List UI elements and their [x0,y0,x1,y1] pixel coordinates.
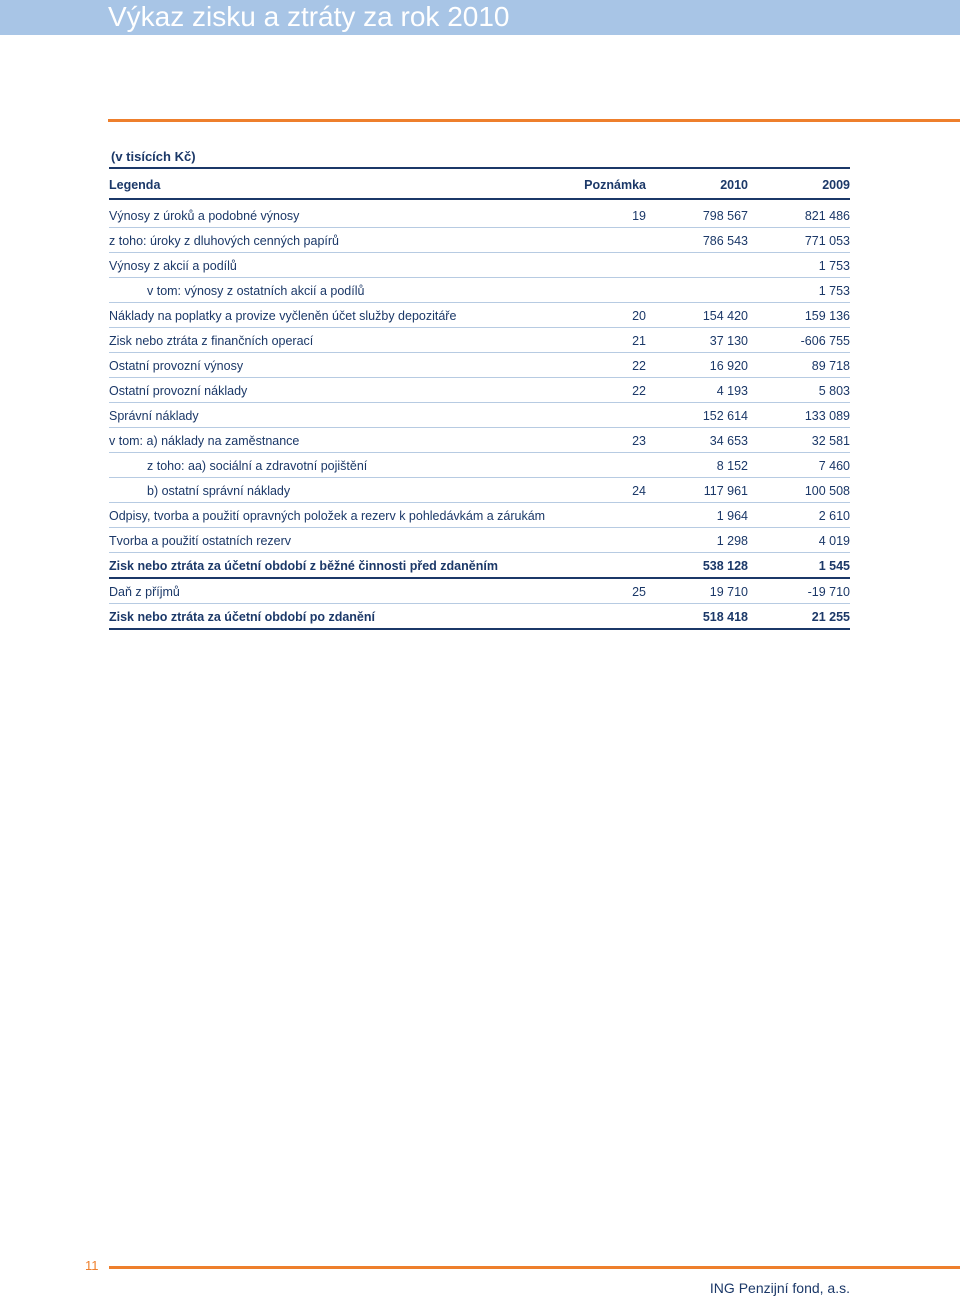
column-header-2009: 2009 [822,178,850,192]
row-label: z toho: aa) sociální a zdravotní pojištění [147,459,368,473]
table-row [109,378,850,403]
row-value-2009: 4 019 [818,534,850,548]
row-value-2010: 1 298 [716,534,748,548]
row-label: z toho: úroky z dluhových cenných papírů [109,234,339,248]
row-value-2009: 1 545 [818,559,850,573]
table-row [109,253,850,278]
row-label: v tom: výnosy z ostatních akcií a podílů [147,284,365,298]
table-row [109,428,850,453]
row-value-2010: 152 614 [702,409,748,423]
row-value-2010: 518 418 [702,610,748,624]
table-row [109,200,850,228]
row-note: 21 [632,334,646,348]
row-value-2010: 4 193 [716,384,748,398]
row-label: Výnosy z úroků a podobné výnosy [109,209,300,223]
column-header-note: Poznámka [584,178,646,192]
table-header-row [109,167,850,200]
table-row [109,403,850,428]
row-value-2009: 7 460 [818,459,850,473]
row-value-2010: 34 653 [709,434,748,448]
table-row [109,328,850,353]
row-label: Tvorba a použití ostatních rezerv [109,534,292,548]
row-note: 22 [632,359,646,373]
table-row-subtotal [109,553,850,579]
row-value-2009: 21 255 [811,610,850,624]
page-title: Výkaz zisku a ztráty za rok 2010 [108,1,510,32]
row-value-2009: -606 755 [800,334,850,348]
row-value-2009: 5 803 [818,384,850,398]
row-value-2009: 1 753 [818,284,850,298]
table-row [109,278,850,303]
row-value-2010: 37 130 [709,334,748,348]
table-row [109,579,850,604]
row-value-2009: 89 718 [811,359,850,373]
row-label: Odpisy, tvorba a použití opravných položek a rezerv k pohledávkám a zárukám [109,509,546,523]
table-row [109,528,850,553]
page-number: 11 [85,1258,99,1273]
company-name: ING Penzijní fond, a.s. [709,1280,850,1296]
row-note: 23 [632,434,646,448]
row-label: Zisk nebo ztráta z finančních operací [109,334,314,348]
row-value-2010: 798 567 [702,209,748,223]
row-label: v tom: a) náklady na zaměstnance [109,434,300,448]
row-value-2010: 786 543 [702,234,748,248]
table-row [109,353,850,378]
column-header-2010: 2010 [720,178,748,192]
table-row [109,228,850,253]
row-label: Správní náklady [109,409,199,423]
row-label: b) ostatní správní náklady [147,484,291,498]
row-label: Zisk nebo ztráta za účetní období z běžné činnosti před zdaněním [109,559,498,573]
row-label: Výnosy z akcií a podílů [109,259,237,273]
row-note: 24 [632,484,646,498]
row-value-2010: 19 710 [709,585,748,599]
row-value-2010: 1 964 [716,509,748,523]
row-value-2010: 8 152 [716,459,748,473]
table-row [109,453,850,478]
row-value-2009: 159 136 [804,309,850,323]
row-value-2009: 100 508 [804,484,850,498]
table-row-total [109,604,850,630]
column-header-legend: Legenda [109,178,161,192]
row-value-2009: 32 581 [811,434,850,448]
header-divider [108,119,960,122]
row-note: 22 [632,384,646,398]
row-value-2009: 821 486 [804,209,850,223]
row-label: Daň z příjmů [109,585,180,599]
row-value-2009: 133 089 [804,409,850,423]
row-label: Náklady na poplatky a provize vyčleněn účet služby depozitáře [109,309,457,323]
row-value-2009: -19 710 [807,585,850,599]
row-note: 19 [632,209,646,223]
row-value-2009: 2 610 [818,509,850,523]
footer-divider [109,1266,960,1269]
row-label: Zisk nebo ztráta za účetní období po zdanění [109,610,375,624]
row-note: 25 [632,585,646,599]
row-value-2009: 771 053 [804,234,850,248]
row-value-2010: 16 920 [709,359,748,373]
row-value-2010: 154 420 [702,309,748,323]
row-value-2010: 117 961 [703,484,748,498]
table-row [109,303,850,328]
title-bar [0,0,960,35]
table-row [109,503,850,528]
row-note: 20 [632,309,646,323]
table-row [109,478,850,503]
row-value-2010: 538 128 [702,559,748,573]
row-label: Ostatní provozní výnosy [109,359,244,373]
units-label: (v tisících Kč) [111,149,196,164]
row-value-2009: 1 753 [818,259,850,273]
income-statement-table [109,167,850,630]
row-label: Ostatní provozní náklady [109,384,248,398]
